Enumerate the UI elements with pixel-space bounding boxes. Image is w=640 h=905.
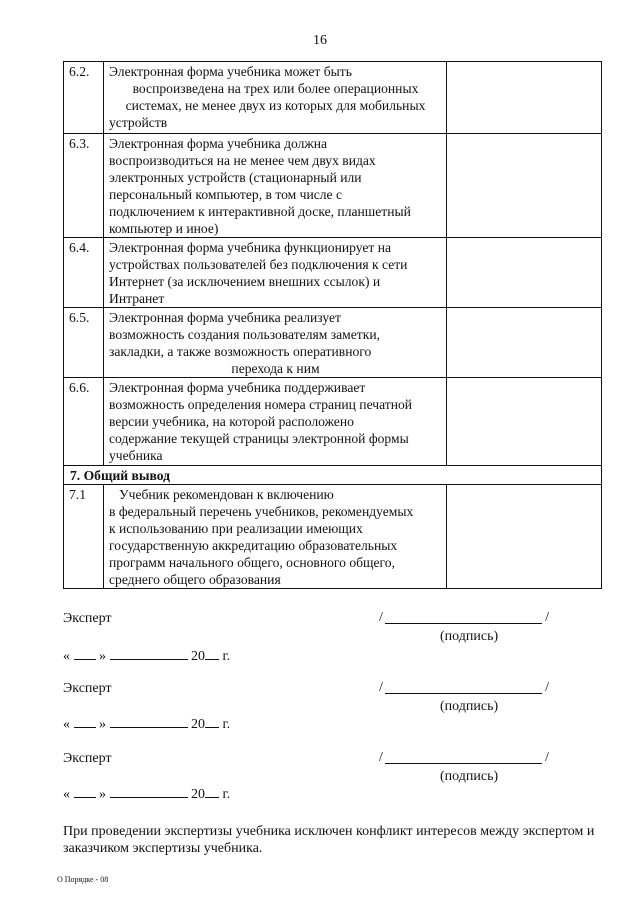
month-blank <box>110 716 188 728</box>
footer-note: О Порядке - 08 <box>57 875 109 884</box>
month-blank <box>110 648 188 660</box>
table-row <box>64 62 602 134</box>
evaluation-cell <box>447 308 602 378</box>
year-suffix: г. <box>222 787 231 802</box>
year-suffix: г. <box>222 717 231 732</box>
slash: / <box>379 610 383 625</box>
description-line: устройствах пользователей без подключения к сети <box>109 257 408 272</box>
description-line: государственную аккредитацию образовательных <box>109 538 398 553</box>
day-blank <box>74 716 96 728</box>
description-line: компьютер и иное) <box>109 221 219 236</box>
description-line: версии учебника, на которой расположено <box>109 414 354 429</box>
year-blank <box>205 786 219 798</box>
quote-close: » <box>99 649 106 664</box>
description-line: Интранет <box>109 291 165 306</box>
row-number: 6.6. <box>64 378 104 466</box>
row-number: 6.2. <box>64 62 104 134</box>
signature-underline <box>385 763 542 764</box>
criteria-table <box>63 61 602 589</box>
conflict-of-interest-statement: При проведении экспертизы учебника исключен конфликт интересов между экспертом и заказчиком экспертизы учебника. <box>63 824 595 856</box>
expert-label: Эксперт <box>63 751 112 766</box>
slash: / <box>545 680 549 695</box>
date-field[interactable] <box>63 716 230 733</box>
quote-close: » <box>99 787 106 802</box>
table-row <box>64 308 602 378</box>
description-line: в федеральный перечень учебников, рекомендуемых <box>109 504 414 519</box>
date-field[interactable] <box>63 648 230 665</box>
table-row <box>64 134 602 238</box>
signature-field[interactable] <box>379 610 549 627</box>
description-line: учебника <box>109 448 163 463</box>
page-number: 16 <box>313 33 327 48</box>
quote-open: « <box>63 787 70 802</box>
slash: / <box>545 610 549 625</box>
description-line: системах, не менее двух из которых для мобильных <box>125 98 426 113</box>
row-description <box>104 308 447 378</box>
evaluation-cell <box>447 62 602 134</box>
signature-caption: (подпись) <box>440 769 499 784</box>
evaluation-cell <box>447 134 602 238</box>
year-blank <box>205 648 219 660</box>
description-line: воспроизведена на трех или более операционных <box>132 81 419 96</box>
row-description <box>104 62 447 134</box>
slash: / <box>379 680 383 695</box>
row-description <box>104 238 447 308</box>
expert-label: Эксперт <box>63 681 112 696</box>
description-line: содержание текущей страницы электронной формы <box>109 431 409 446</box>
description-line: Учебник рекомендован к включению <box>119 487 334 502</box>
row-number: 7.1 <box>64 485 104 589</box>
row-number: 6.4. <box>64 238 104 308</box>
section-title: 7. Общий вывод <box>64 466 602 485</box>
signature-caption: (подпись) <box>440 629 499 644</box>
row-description <box>104 134 447 238</box>
description-line: программ начального общего, основного общего, <box>109 555 395 570</box>
evaluation-cell <box>447 238 602 308</box>
date-field[interactable] <box>63 786 230 803</box>
description-line: подключением к интерактивной доске, планшетный <box>109 204 411 219</box>
description-line: Электронная форма учебника может быть <box>109 64 352 79</box>
evaluation-cell <box>447 485 602 589</box>
description-line: Электронная форма учебника функционирует на <box>109 240 392 255</box>
day-blank <box>74 786 96 798</box>
table-row <box>64 485 602 589</box>
signature-underline <box>385 623 542 624</box>
day-blank <box>74 648 96 660</box>
year-suffix: г. <box>222 649 231 664</box>
row-description <box>104 378 447 466</box>
description-line: Электронная форма учебника поддерживает <box>109 380 366 395</box>
description-line: среднего общего образования <box>109 572 281 587</box>
table-row <box>64 238 602 308</box>
row-number: 6.5. <box>64 308 104 378</box>
quote-open: « <box>63 649 70 664</box>
signature-caption: (подпись) <box>440 699 499 714</box>
description-line: к использованию при реализации имеющих <box>109 521 363 536</box>
year-prefix: 20 <box>191 717 205 732</box>
year-prefix: 20 <box>191 787 205 802</box>
description-line: электронных устройств (стационарный или <box>109 170 362 185</box>
year-blank <box>205 716 219 728</box>
row-number: 6.3. <box>64 134 104 238</box>
year-prefix: 20 <box>191 649 205 664</box>
description-line: перехода к ним <box>231 361 320 376</box>
description-line: закладки, а также возможность оперативного <box>109 344 372 359</box>
signature-field[interactable] <box>379 750 549 767</box>
description-line: персональный компьютер, в том числе с <box>109 187 343 202</box>
section-header-row <box>64 466 602 485</box>
quote-close: » <box>99 717 106 732</box>
description-line: возможность определения номера страниц печатной <box>109 397 413 412</box>
signature-underline <box>385 693 542 694</box>
quote-open: « <box>63 717 70 732</box>
month-blank <box>110 786 188 798</box>
description-line: возможность создания пользователям заметки, <box>109 327 380 342</box>
description-line: Электронная форма учебника реализует <box>109 310 341 325</box>
evaluation-cell <box>447 378 602 466</box>
signature-field[interactable] <box>379 680 549 697</box>
row-description <box>104 485 447 589</box>
description-line: Интернет (за исключением внешних ссылок) и <box>109 274 381 289</box>
description-line: Электронная форма учебника должна <box>109 136 328 151</box>
table-row <box>64 378 602 466</box>
slash: / <box>379 750 383 765</box>
slash: / <box>545 750 549 765</box>
expert-label: Эксперт <box>63 611 112 626</box>
description-line: воспроизводиться на не менее чем двух видах <box>109 153 376 168</box>
description-line: устройств <box>109 115 168 130</box>
